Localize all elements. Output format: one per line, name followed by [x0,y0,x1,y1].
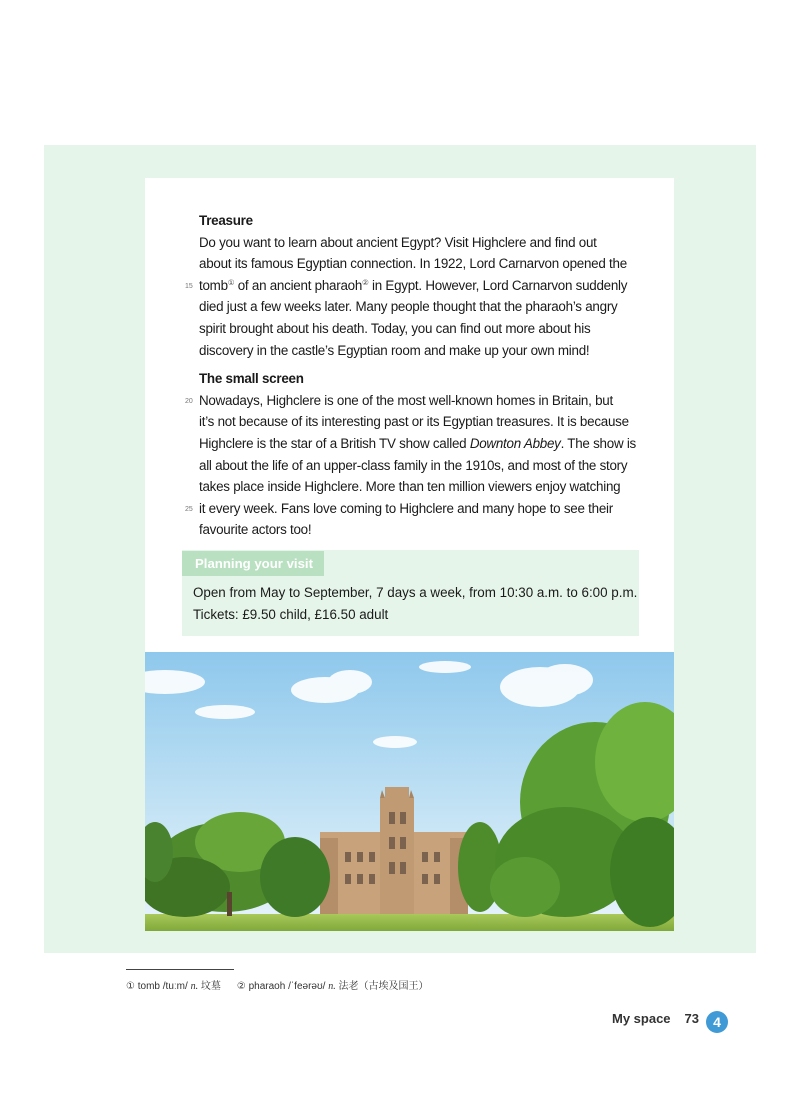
footnote-2: ② pharaoh /ˈfeərəʊ/ n. 法老（古埃及国王） [236,981,429,992]
footnotes [126,977,429,992]
page-footer [612,1011,699,1035]
opening-hours: Open from May to September, 7 days a week, from 10:30 a.m. to 6:00 p.m. [193,585,638,600]
footnote-divider [126,969,234,970]
text-line: about its famous Egyptian connection. In 1922, Lord Carnarvon opened the [199,256,627,272]
lawn [145,914,674,931]
ticket-prices: Tickets: £9.50 child, £16.50 adult [193,606,389,622]
text-line: Do you want to learn about ancient Egypt? Visit Highclere and find out [199,234,597,250]
small-screen-paragraph [185,390,639,541]
planning-tab: Planning your visit [182,551,324,576]
treasure-heading: Treasure [199,213,253,228]
line-number: 15 [185,282,193,290]
page-number: 73 [684,1011,700,1026]
text-line: died just a few weeks later. Many people thought that the pharaoh’s angry [199,299,618,315]
tv-show-title: Downton Abbey [469,435,561,451]
text-line: spirit brought about his death. Today, you can find out more about his [199,320,591,336]
text-line: 15 tomb① of an ancient pharaoh② in Egypt. However, Lord Carnarvon suddenly [199,275,639,297]
highclere-castle-photo [145,652,674,931]
text-line: all about the life of an upper-class family in the 1910s, and most of the story [199,457,628,473]
text-line: Highclere is the star of a British TV show called Downton Abbey. The show is [199,435,637,451]
section-name: My space [612,1011,671,1026]
treasure-paragraph [185,232,639,362]
footnote-1: ① tomb /tuːm/ n. 坟墓 [126,981,221,992]
unit-badge: 4 [706,1011,728,1033]
text-line: takes place inside Highclere. More than ten million viewers enjoy watching [199,479,621,495]
planning-info [193,582,638,625]
footnote-ref: ② [362,277,369,287]
text-line: 25 it every week. Fans love coming to Highclere and many hope to see their [199,498,639,520]
text-line: it’s not because of its interesting past or its Egyptian treasures. It is because [199,414,629,430]
line-number: 25 [185,505,193,513]
footnote-ref: ① [227,277,235,287]
article-body [185,210,639,541]
text-line: favourite actors too! [199,522,312,538]
small-screen-heading: The small screen [199,371,304,387]
line-number: 20 [185,397,193,405]
text-line: 20 Nowadays, Highclere is one of the most well-known homes in Britain, but [199,390,639,412]
text-line: discovery in the castle’s Egyptian room and make up your own mind! [199,342,590,358]
